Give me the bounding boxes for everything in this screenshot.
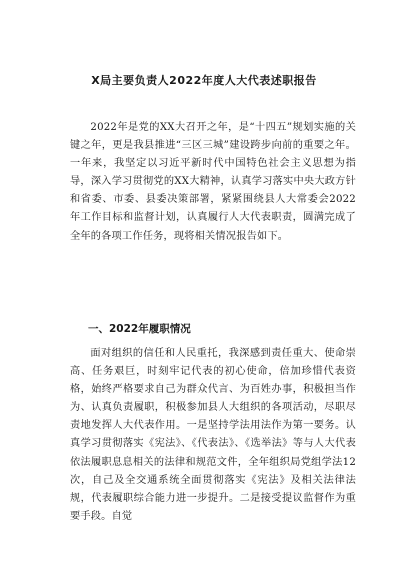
document-title: X局主要负责人2022年度人大代表述职报告 — [91, 74, 317, 87]
intro-paragraph: 2022年是党的XX大召开之年，是“十四五”规划实施的关键之年，更是我县推进“三区三城”建设跨步向前的重要之年。一年来，我坚定以习近平新时代中国特色社会主义思想为指导，深入学习贯彻党的XX大精神，认真学习落实中央大政方针和省委、市委、县委决策部署，紧紧围绕县人大常委会2022年工作目标和监督计划，认真履行人大代表职责，圆满完成了全年的各项工作任务，现将相关情况报告如下。 — [70, 122, 356, 242]
section-paragraph: 面对组织的信任和人民重托，我深感到责任重大、使命崇高、任务艰巨，时刻牢记代表的初心使命，倍加珍惜代表资格，始终严格要求自己为群众代言、为百姓办事，积极担当作为、认真负责履职，积极参加县人大组织的各项活动，尽职尽责地发挥人大代表作用。一是坚持学法用法作为第一要务。认真学习贯彻落实《宪法》、《代表法》、《选举法》等与人大代表依法履职息息相关的法律和规范文件，全年组织局党组学法12次，自己及全交通系统全面贯彻落实《宪法》及相关法律法规，代表履职综合能力进一步提升。二是接受提议监督作为重要手段。自觉 — [70, 348, 356, 522]
section-heading: 一、2022年履职情况 — [88, 323, 191, 335]
